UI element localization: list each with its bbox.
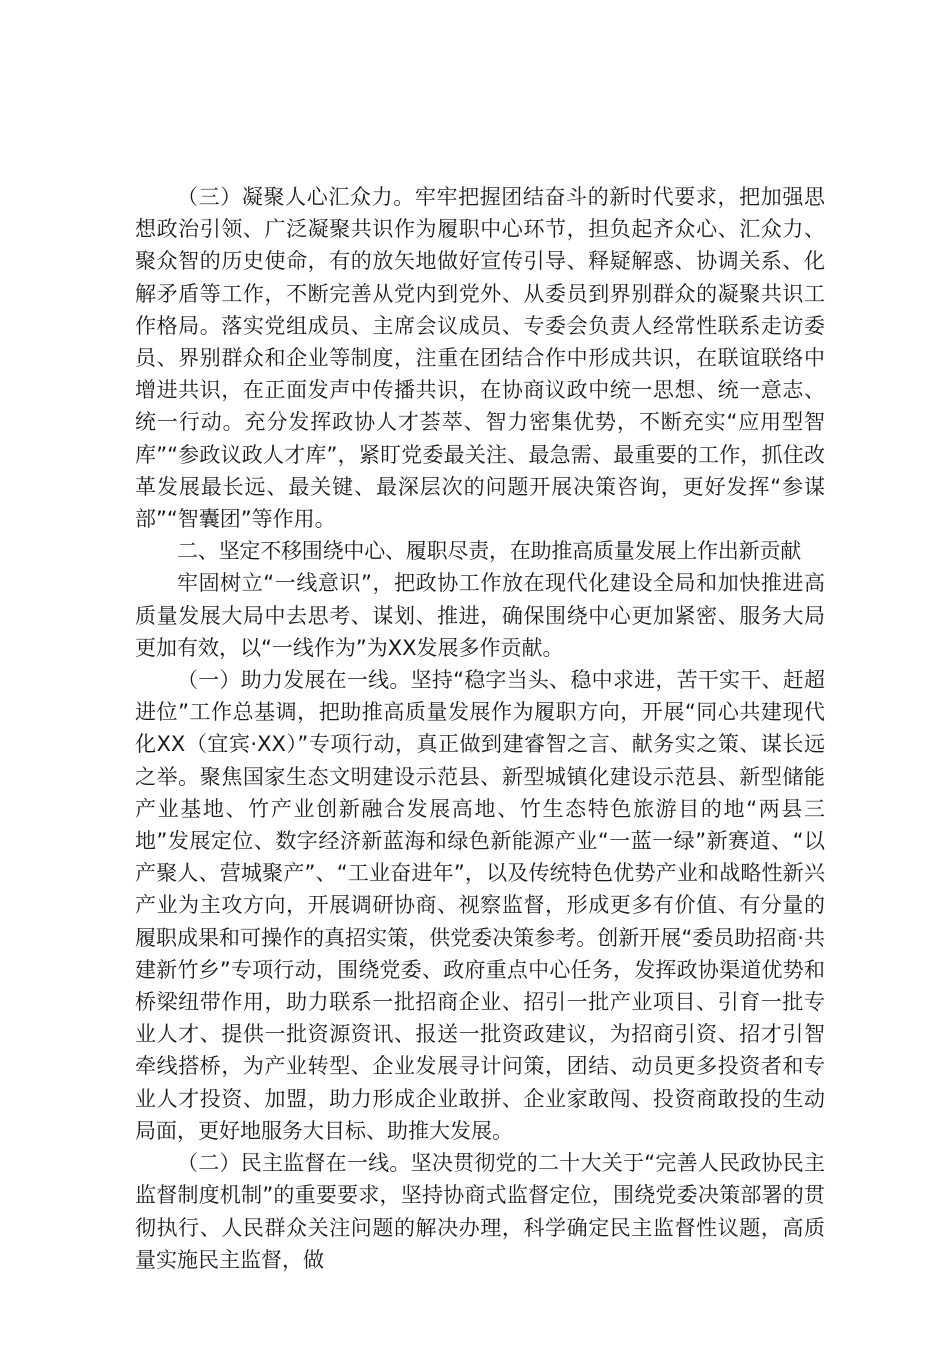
paragraph-subsection-two-supervision: （二）民主监督在一线。坚决贯彻党的二十大关于“完善人民政协民主监督制度机制”的重要要求，坚持协商式监督定位，围绕党委决策部署的贯彻执行、人民群众关注问题的解决办理，科学确定民主监督性议题，高质量实施民主监督，做 — [135, 1151, 825, 1272]
paragraph-frontline-awareness: 牢固树立“一线意识”，把政协工作放在现代化建设全局和加快推进高质量发展大局中去思考、谋划、推进，确保围绕中心更加紧密、服务大局更加有效，以“一线作为”为XX发展多作贡献。 — [135, 571, 825, 660]
paragraph-subsection-one-development: （一）助力发展在一线。坚持“稳字当头、稳中求进，苦干实干、赶超进位”工作总基调，把助推高质量发展作为履职方向，开展“同心共建现代化XX（宜宾·XX）”专项行动，真正做到建睿智之言、献务实之策、谋长远之举。聚焦国家生态文明建设示范县、新型城镇化建设示范县、新型储能产业基地、竹产业创新融合发展高地、竹生态特色旅游目的地“两县三地”发展定位、数字经济新蓝海和绿色新能源产业“一蓝一绿”新赛道、“以产聚人、营城聚产”、“工业奋进年”，以及传统特色优势产业和战略性新兴产业为主攻方向，开展调研协商、视察监督，形成更多有价值、有分量的履职成果和可操作的真招实策，供党委决策参考。创新开展“委员助招商·共建新竹乡”专项行动，围绕党委、政府重点中心任务，发挥政协渠道优势和桥梁纽带作用，助力联系一批招商企业、招引一批产业项目、引育一批专业人才、提供一批资源资讯、报送一批资政建议，为招商引资、招才引智牵线搭桥，为产业转型、企业发展寻计问策，团结、动员更多投资者和专业人才投资、加盟，助力形成企业敢拼、企业家敢闯、投资商敢投的生动局面，更好地服务大目标、助推大发展。 — [135, 668, 825, 1143]
document-body — [135, 181, 825, 1276]
section-heading-two: 二、坚定不移围绕中心、履职尽责，在助推高质量发展上作出新贡献 — [177, 539, 801, 564]
paragraph-section-three-unity: （三）凝聚人心汇众力。牢牢把握团结奋斗的新时代要求，把加强思想政治引领、广泛凝聚共识作为履职中心环节，担负起齐众心、汇众力、聚众智的历史使命，有的放矢地做好宣传引导、释疑解惑、协调关系、化解矛盾等工作，不断完善从党内到党外、从委员到界别群众的凝聚共识工作格局。落实党组成员、主席会议成员、专委会负责人经常性联系走访委员、界别群众和企业等制度，注重在团结合作中形成共识，在联谊联络中增进共识，在正面发声中传播共识，在协商议政中统一思想、统一意志、统一行动。充分发挥政协人才荟萃、智力密集优势，不断充实“应用型智库”“参政议政人才库”，紧盯党委最关注、最急需、最重要的工作，抓住改革发展最长远、最关键、最深层次的问题开展决策咨询，更好发挥“参谋部”“智囊团”等作用。 — [135, 185, 825, 532]
